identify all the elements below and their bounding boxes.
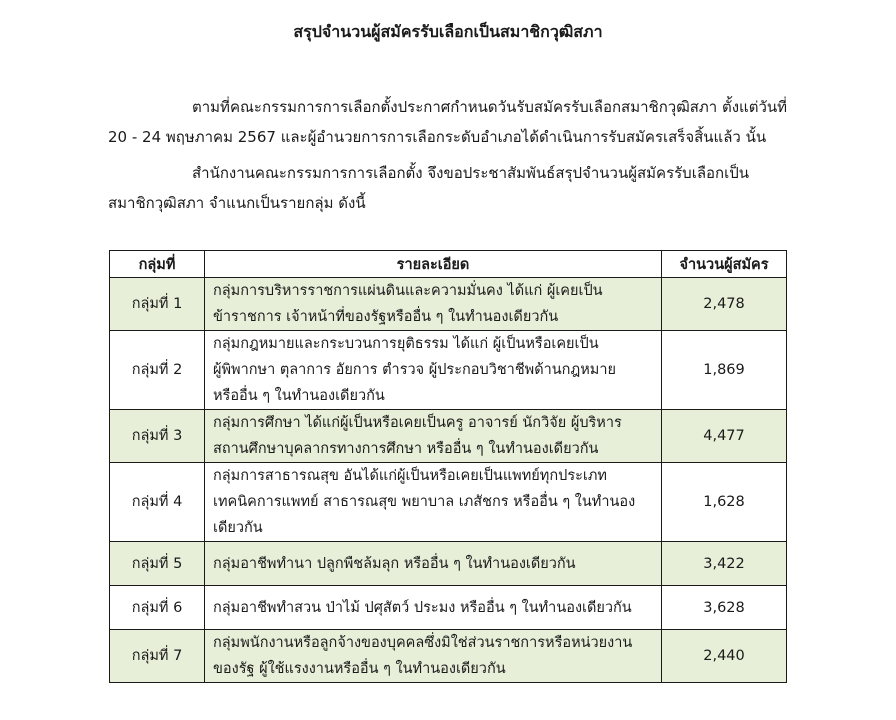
row-detail-line: ของรัฐ ผู้ใช้แรงงานหรืออื่น ๆ ในทำนองเดียวกัน — [213, 661, 506, 677]
announcement-line-2: สมาชิกวุฒิสภา จำแนกเป็นรายกลุ่ม ดังนี้ — [108, 194, 366, 212]
row-detail — [205, 278, 662, 331]
header-detail: รายละเอียด — [205, 251, 662, 278]
row-detail-line: ข้าราชการ เจ้าหน้าที่ของรัฐหรืออื่น ๆ ในทำนองเดียวกัน — [213, 309, 559, 325]
row-group-label: กลุ่มที่ 3 — [110, 410, 205, 463]
row-detail-line: กลุ่มอาชีพทำนา ปลูกพืชล้มลุก หรืออื่น ๆ ในทำนองเดียวกัน — [213, 555, 576, 572]
table-header-row — [110, 251, 787, 278]
row-detail-line: เทคนิคการแพทย์ สาธารณสุข พยาบาล เภสัชกร หรืออื่น ๆ ในทำนอง — [213, 494, 636, 510]
row-group-label: กลุ่มที่ 4 — [110, 463, 205, 542]
row-detail-line: กลุ่มการสาธารณสุข อันได้แก่ผู้เป็นหรือเคยเป็นแพทย์ทุกประเภท — [213, 468, 607, 484]
row-detail — [205, 630, 662, 683]
row-detail — [205, 410, 662, 463]
row-detail-line: กลุ่มการศึกษา ได้แก่ผู้เป็นหรือเคยเป็นครู อาจารย์ นักวิจัย ผู้บริหาร — [213, 415, 622, 431]
row-detail-line: กลุ่มพนักงานหรือลูกจ้างของบุคคลซึ่งมิใช่ส่วนราชการหรือหน่วยงาน — [213, 635, 633, 651]
row-detail-line: กลุ่มการบริหารราชการแผ่นดินและความมั่นคง ได้แก่ ผู้เคยเป็น — [213, 283, 603, 299]
table-row — [110, 630, 787, 683]
table-row — [110, 331, 787, 410]
row-applicant-count: 1,628 — [662, 463, 787, 542]
row-detail-line: หรืออื่น ๆ ในทำนองเดียวกัน — [213, 388, 385, 404]
intro-line-2: 20 - 24 พฤษภาคม 2567 และผู้อำนวยการการเลือกระดับอำเภอได้ดำเนินการรับสมัครเสร็จสิ้นแล้ว นั้น — [108, 128, 767, 146]
header-count: จำนวนผู้สมัคร — [662, 251, 787, 278]
applicant-summary-table — [109, 250, 787, 683]
intro-paragraph — [108, 92, 798, 152]
row-detail — [205, 586, 662, 630]
announcement-paragraph — [108, 158, 798, 218]
row-detail — [205, 331, 662, 410]
row-applicant-count: 3,628 — [662, 586, 787, 630]
row-detail-line: ผู้พิพากษา ตุลาการ อัยการ ตำรวจ ผู้ประกอบวิชาชีพด้านกฎหมาย — [213, 362, 616, 378]
row-applicant-count: 4,477 — [662, 410, 787, 463]
row-applicant-count: 2,478 — [662, 278, 787, 331]
table-row — [110, 410, 787, 463]
row-detail-line: สถานศึกษาบุคลากรทางการศึกษา หรืออื่น ๆ ในทำนองเดียวกัน — [213, 441, 599, 457]
row-detail — [205, 542, 662, 586]
table-row — [110, 542, 787, 586]
row-detail-line: กลุ่มอาชีพทำสวน ป่าไม้ ปศุสัตว์ ประมง หรืออื่น ๆ ในทำนองเดียวกัน — [213, 599, 632, 616]
row-group-label: กลุ่มที่ 6 — [110, 586, 205, 630]
row-applicant-count: 1,869 — [662, 331, 787, 410]
announcement-line-1: สำนักงานคณะกรรมการการเลือกตั้ง จึงขอประชาสัมพันธ์สรุปจำนวนผู้สมัครรับเลือกเป็น — [192, 164, 750, 182]
table-row — [110, 463, 787, 542]
table-row — [110, 586, 787, 630]
table-body — [110, 278, 787, 683]
row-applicant-count: 2,440 — [662, 630, 787, 683]
row-group-label: กลุ่มที่ 2 — [110, 331, 205, 410]
row-detail-line: กลุ่มกฎหมายและกระบวนการยุติธรรม ได้แก่ ผู้เป็นหรือเคยเป็น — [213, 336, 599, 352]
row-applicant-count: 3,422 — [662, 542, 787, 586]
row-detail — [205, 463, 662, 542]
table-row — [110, 278, 787, 331]
header-group: กลุ่มที่ — [110, 251, 205, 278]
row-group-label: กลุ่มที่ 1 — [110, 278, 205, 331]
row-detail-line: เดียวกัน — [213, 520, 263, 536]
row-group-label: กลุ่มที่ 5 — [110, 542, 205, 586]
row-group-label: กลุ่มที่ 7 — [110, 630, 205, 683]
page-title: สรุปจำนวนผู้สมัครรับเลือกเป็นสมาชิกวุฒิสภา — [293, 22, 603, 41]
intro-line-1: ตามที่คณะกรรมการการเลือกตั้งประกาศกำหนดวันรับสมัครรับเลือกสมาชิกวุฒิสภา ตั้งแต่วันที่ — [192, 98, 788, 116]
